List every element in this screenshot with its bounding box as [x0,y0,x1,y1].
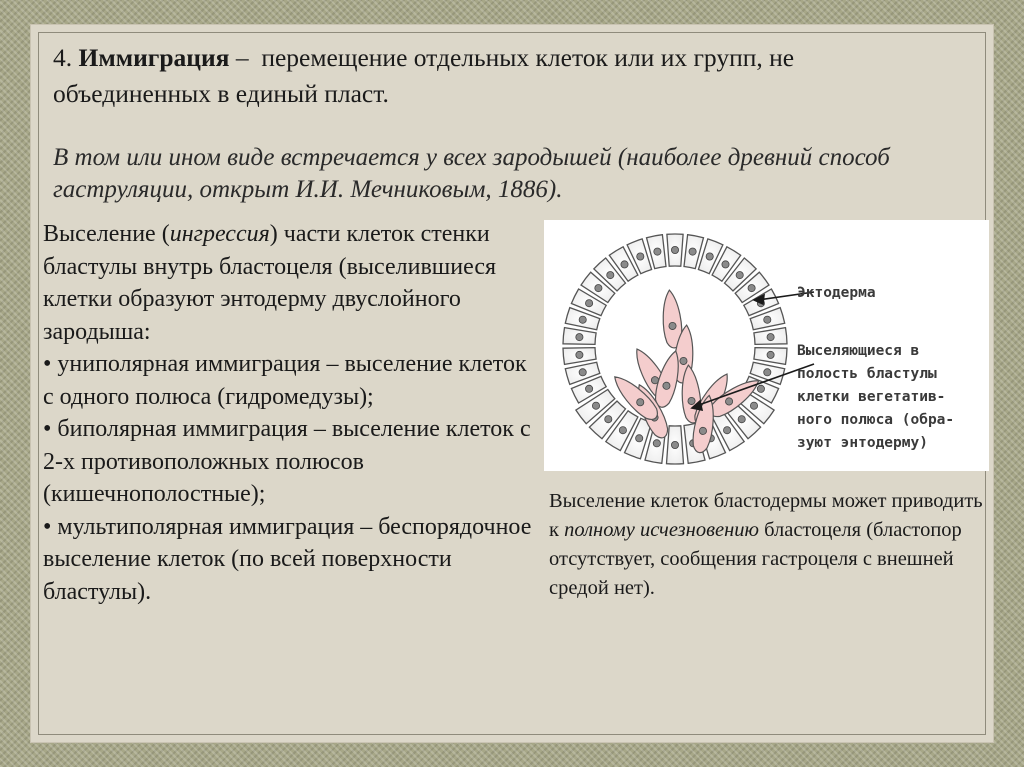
migrating-cell-nucleus [688,397,696,405]
blastoderm-cells [563,234,787,464]
bullet-multipolar: • мультиполярная иммиграция – беспорядочное выселение клеток (по всей поверхности бластулы). [43,513,532,605]
cell-nucleus [764,316,771,323]
cell-nucleus [637,253,644,260]
intro-italic: ингрессия [169,221,270,247]
blastocoel-note [549,487,989,603]
label-migrating-2: полость бластулы [797,366,937,382]
cell-nucleus [764,369,771,376]
ingression-intro [43,218,535,348]
cell-nucleus [767,351,774,358]
cell-nucleus [706,253,713,260]
heading-dash: – [235,43,249,72]
historical-note: В том или ином виде встречается у всех зародышей (наиболее древний способ гаструляции, открыт И.И. Мечниковым, 1886). [53,144,890,203]
cell-nucleus [579,316,586,323]
cell-nucleus [595,285,602,292]
cell-nucleus [767,334,774,341]
cell-nucleus [722,261,729,268]
cell-nucleus [671,246,678,253]
cell-nucleus [748,285,755,292]
immigration-types [43,218,535,608]
label-migrating-4: ного полюса (обра- [797,412,955,428]
cell-nucleus [654,248,661,255]
slide [30,24,994,743]
cell-nucleus [607,272,614,279]
note-text-b: бластоцеля (бластопор отсутствует, сообщения гастроцеля с внешней средой нет). [549,519,962,599]
cell-nucleus [653,440,660,447]
bullet-unipolar: • униполярная иммиграция – выселение клеток с одного полюса (гидромедузы); [43,351,527,410]
intro-text-b: ) части клеток стенки бластулы внутрь бластоцеля (выселившиеся клетки образуют энтодерму двуслойного зародыша: [43,221,497,345]
cell-nucleus [724,427,731,434]
label-ectoderm: Эктодерма [797,285,876,301]
cell-nucleus [757,385,764,392]
cell-nucleus [579,369,586,376]
intro-text-a: Выселение ( [43,221,170,247]
cell-nucleus [619,427,626,434]
migrating-cell-nucleus [669,322,677,330]
migrating-cell-nucleus [680,357,688,365]
cell-nucleus [671,441,678,448]
heading-number: 4. [53,43,73,72]
cell-nucleus [636,435,643,442]
cell-nucleus [689,248,696,255]
blastula-diagram [544,220,989,471]
cell-nucleus [576,351,583,358]
cell-nucleus [621,261,628,268]
label-migrating-5: зуют энтодерму) [797,435,928,451]
slide-heading [53,40,953,112]
cell-nucleus [605,416,612,423]
cell-nucleus [586,300,593,307]
cell-nucleus [592,402,599,409]
heading-definition: перемещение отдельных клеток или их групп, не объединенных в единый пласт. [53,43,795,108]
note-text-a: Выселение клеток бластодермы может приводить к [549,490,983,541]
cell-nucleus [576,334,583,341]
label-migrating-1: Выселяющиеся в [797,343,920,359]
cell-nucleus [738,416,745,423]
heading-term: Иммиграция [78,43,230,72]
cell-nucleus [586,385,593,392]
cell-nucleus [736,272,743,279]
bullet-bipolar: • биполярная иммиграция – выселение клеток с 2-х противоположных полюсов (кишечнополостные); [43,416,531,507]
cell-nucleus [750,402,757,409]
label-migrating-3: клетки вегетатив- [797,389,946,405]
note-italic: полному исчезновению [564,519,759,541]
